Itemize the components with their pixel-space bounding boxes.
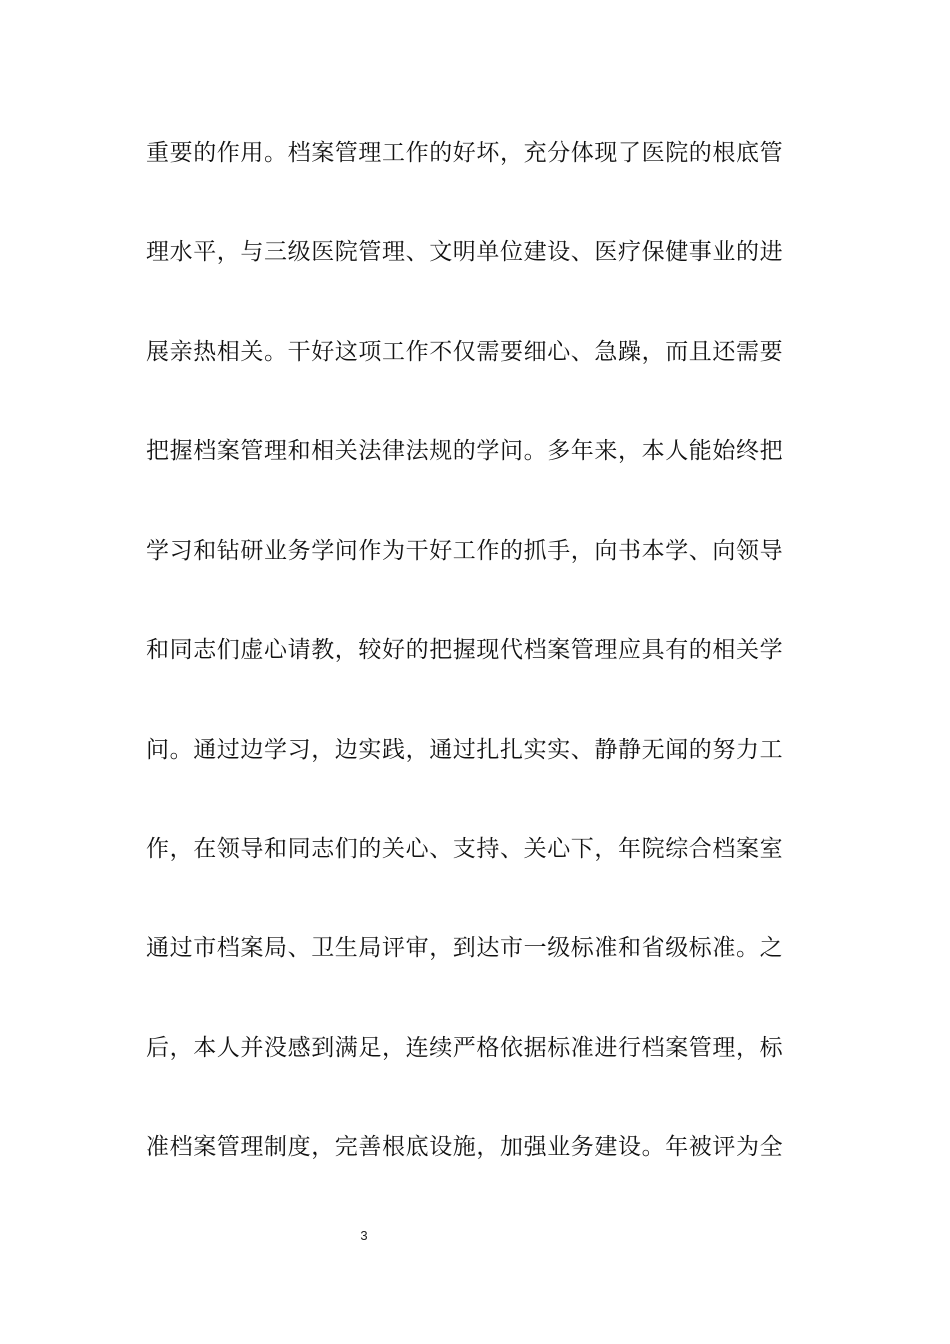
text-line: 和同志们虚心请教，较好的把握现代档案管理应具有的相关学 xyxy=(146,637,784,663)
text-line: 通过市档案局、卫生局评审，到达市一级标准和省级标准。之 xyxy=(146,935,784,961)
text-line: 后，本人并没感到满足，连续严格依据标准进行档案管理，标 xyxy=(146,1035,784,1061)
text-line: 学习和钻研业务学问作为干好工作的抓手，向书本学、向领导 xyxy=(146,538,784,564)
text-line: 作，在领导和同志们的关心、支持、关心下，年院综合档案室 xyxy=(146,836,784,862)
text-line: 展亲热相关。干好这项工作不仅需要细心、急躁，而且还需要 xyxy=(146,339,784,365)
text-line: 把握档案管理和相关法律法规的学问。多年来，本人能始终把 xyxy=(146,438,784,464)
text-line: 准档案管理制度，完善根底设施，加强业务建设。年被评为全 xyxy=(146,1134,784,1160)
text-line: 问。通过边学习，边实践，通过扎扎实实、静静无闻的努力工 xyxy=(146,737,784,763)
text-line: 重要的作用。档案管理工作的好坏，充分体现了医院的根底管 xyxy=(146,140,784,166)
text-line: 理水平，与三级医院管理、文明单位建设、医疗保健事业的进 xyxy=(146,239,784,265)
page-number: 3 xyxy=(360,1228,368,1243)
